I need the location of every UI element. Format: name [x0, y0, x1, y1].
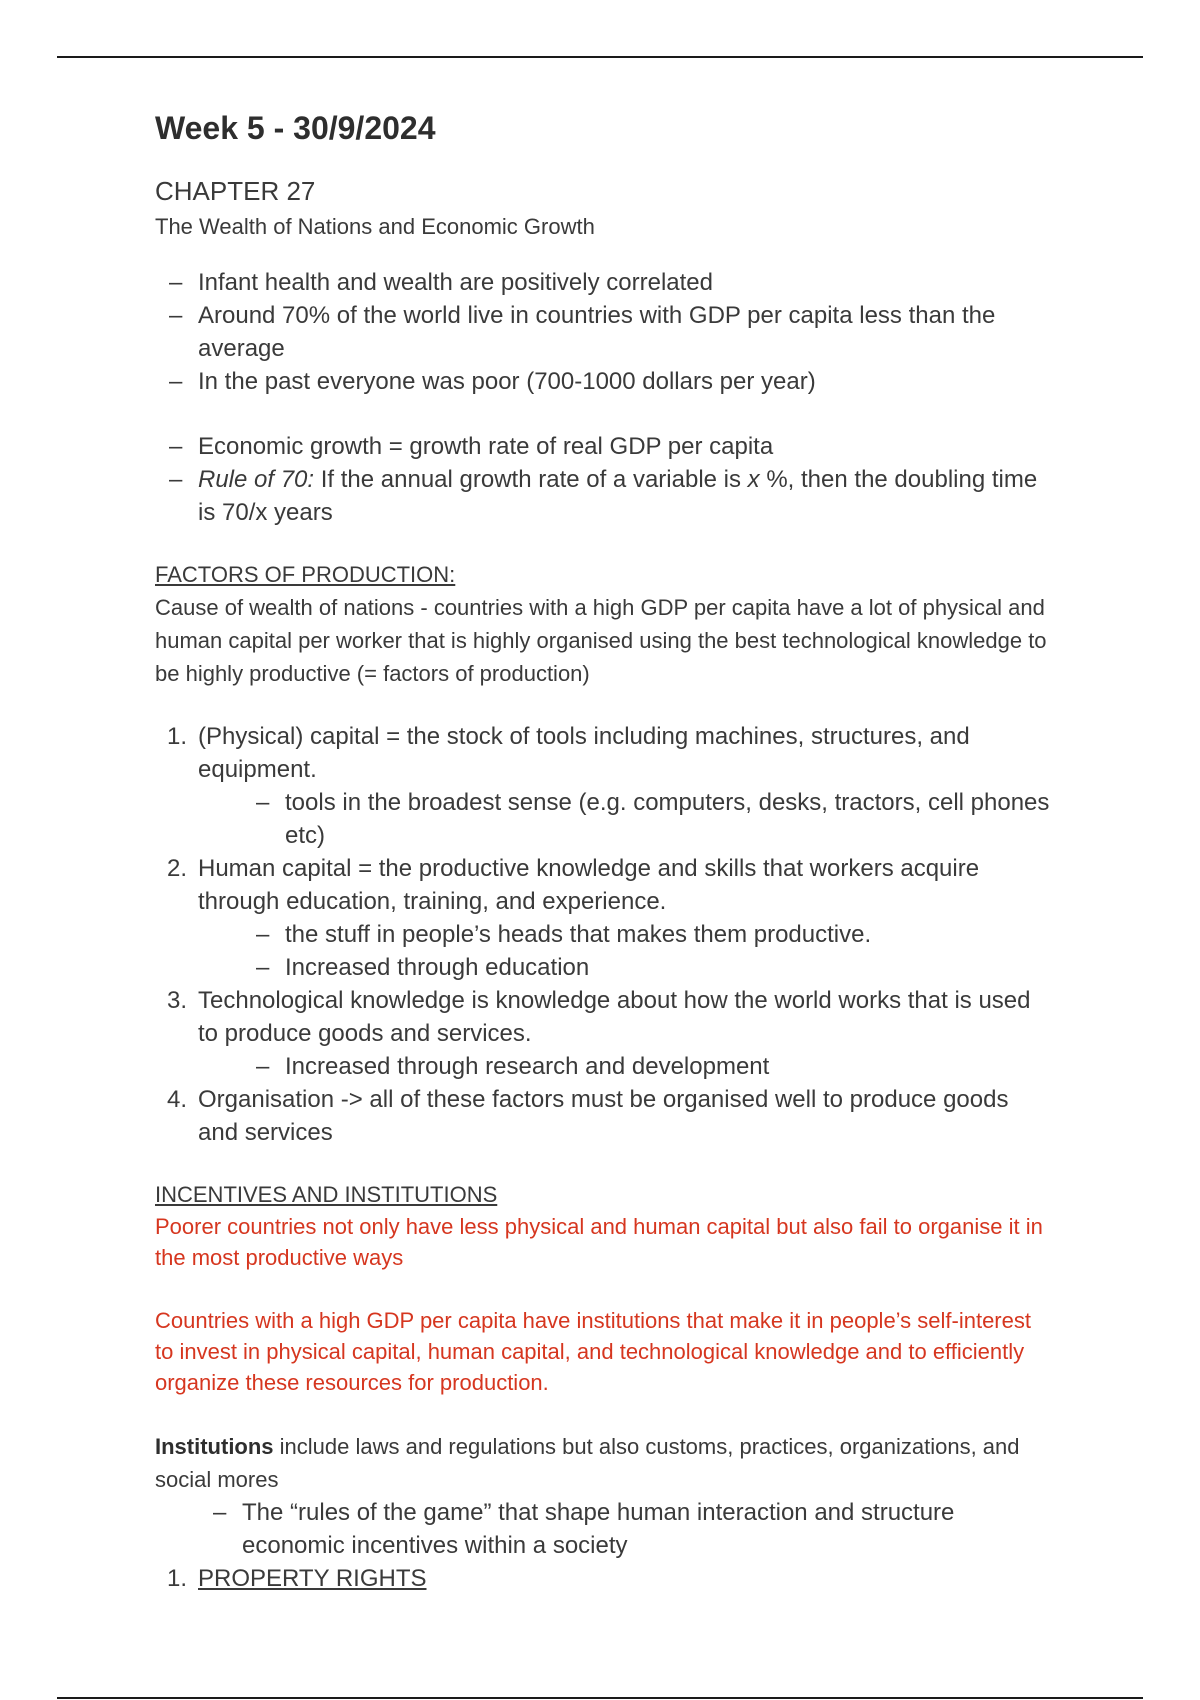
- institutions-list: [155, 1562, 1055, 1595]
- list-item: – Economic growth = growth rate of real GDP per capita: [155, 430, 1055, 463]
- bottom-rule: [57, 1697, 1143, 1699]
- factors-list: [155, 720, 1055, 1149]
- institutions-block: [155, 1430, 1055, 1595]
- red-note-2: Countries with a high GDP per capita have institutions that make it in people’s self-interest to invest in physical capital, human capital, and technological knowledge and to efficiently organize these resources for production.: [155, 1308, 1031, 1395]
- item-text: (Physical) capital = the stock of tools including machines, structures, and equipment.: [198, 723, 970, 783]
- list-item: – the stuff in people’s heads that makes them productive.: [242, 918, 1055, 951]
- intro-bullets: [155, 266, 1055, 398]
- item-number: 4.: [167, 1086, 188, 1113]
- list-item: [155, 984, 1055, 1083]
- item-number: 2.: [167, 855, 188, 882]
- item-number: 1.: [167, 1565, 188, 1592]
- item-text: Human capital = the productive knowledge and skills that workers acquire through education, training, and experience.: [198, 855, 980, 915]
- rule-text-b: %, then the doubling time is 70/x years: [198, 466, 1038, 526]
- incentives-heading: INCENTIVES AND INSTITUTIONS: [155, 1182, 498, 1207]
- list-item: – The “rules of the game” that shape human interaction and structure economic incentives within a society: [155, 1496, 1055, 1562]
- list-item: [155, 1562, 1055, 1595]
- red-note-1: Poorer countries not only have less physical and human capital but also fail to organise it in the most productive ways: [155, 1214, 1043, 1270]
- institutions-term: Institutions: [155, 1434, 274, 1459]
- list-item: – In the past everyone was poor (700-1000 dollars per year): [155, 365, 1055, 398]
- factors-heading: FACTORS OF PRODUCTION:: [155, 562, 456, 587]
- list-item: [155, 852, 1055, 984]
- list-item: [155, 720, 1055, 852]
- sub-bullets: [242, 918, 1055, 984]
- growth-bullets: [155, 430, 1055, 529]
- list-item: [155, 463, 1055, 529]
- list-item: – Increased through research and development: [242, 1050, 1055, 1083]
- list-item: – Increased through education: [242, 951, 1055, 984]
- chapter-label: CHAPTER 27: [155, 176, 316, 206]
- item-text: Organisation -> all of these factors must be organised well to produce goods and services: [198, 1086, 1009, 1146]
- rule-text-a: If the annual growth rate of a variable is: [314, 466, 748, 493]
- rule-variable: x: [747, 466, 760, 493]
- list-item: – Infant health and wealth are positively correlated: [155, 266, 1055, 299]
- chapter-subtitle: The Wealth of Nations and Economic Growth: [155, 214, 595, 239]
- sub-bullets: [242, 1050, 1055, 1083]
- institutions-definition: include laws and regulations but also customs, practices, organizations, and social mores: [155, 1434, 1020, 1492]
- page-title: Week 5 - 30/9/2024: [155, 110, 436, 146]
- factors-paragraph: Cause of wealth of nations - countries with a high GDP per capita have a lot of physical and human capital per worker that is highly organised using the best technological knowledge to be highly productive (= factors of production): [155, 595, 1047, 686]
- institutions-sub-bullets: [155, 1496, 1055, 1562]
- document-page: [155, 104, 1055, 1595]
- list-item: [155, 1083, 1055, 1149]
- list-item: – tools in the broadest sense (e.g. computers, desks, tractors, cell phones etc): [242, 786, 1055, 852]
- rule-of-70-label: Rule of 70:: [198, 466, 315, 493]
- item-number: 3.: [167, 987, 188, 1014]
- top-rule: [57, 56, 1143, 58]
- sub-bullets: [242, 786, 1055, 852]
- item-number: 1.: [167, 723, 188, 750]
- property-rights-heading: PROPERTY RIGHTS: [198, 1565, 427, 1592]
- list-item: – Around 70% of the world live in countries with GDP per capita less than the average: [155, 299, 1055, 365]
- institutions-paragraph: [155, 1430, 1055, 1496]
- item-text: Technological knowledge is knowledge about how the world works that is used to produce goods and services.: [198, 987, 1031, 1047]
